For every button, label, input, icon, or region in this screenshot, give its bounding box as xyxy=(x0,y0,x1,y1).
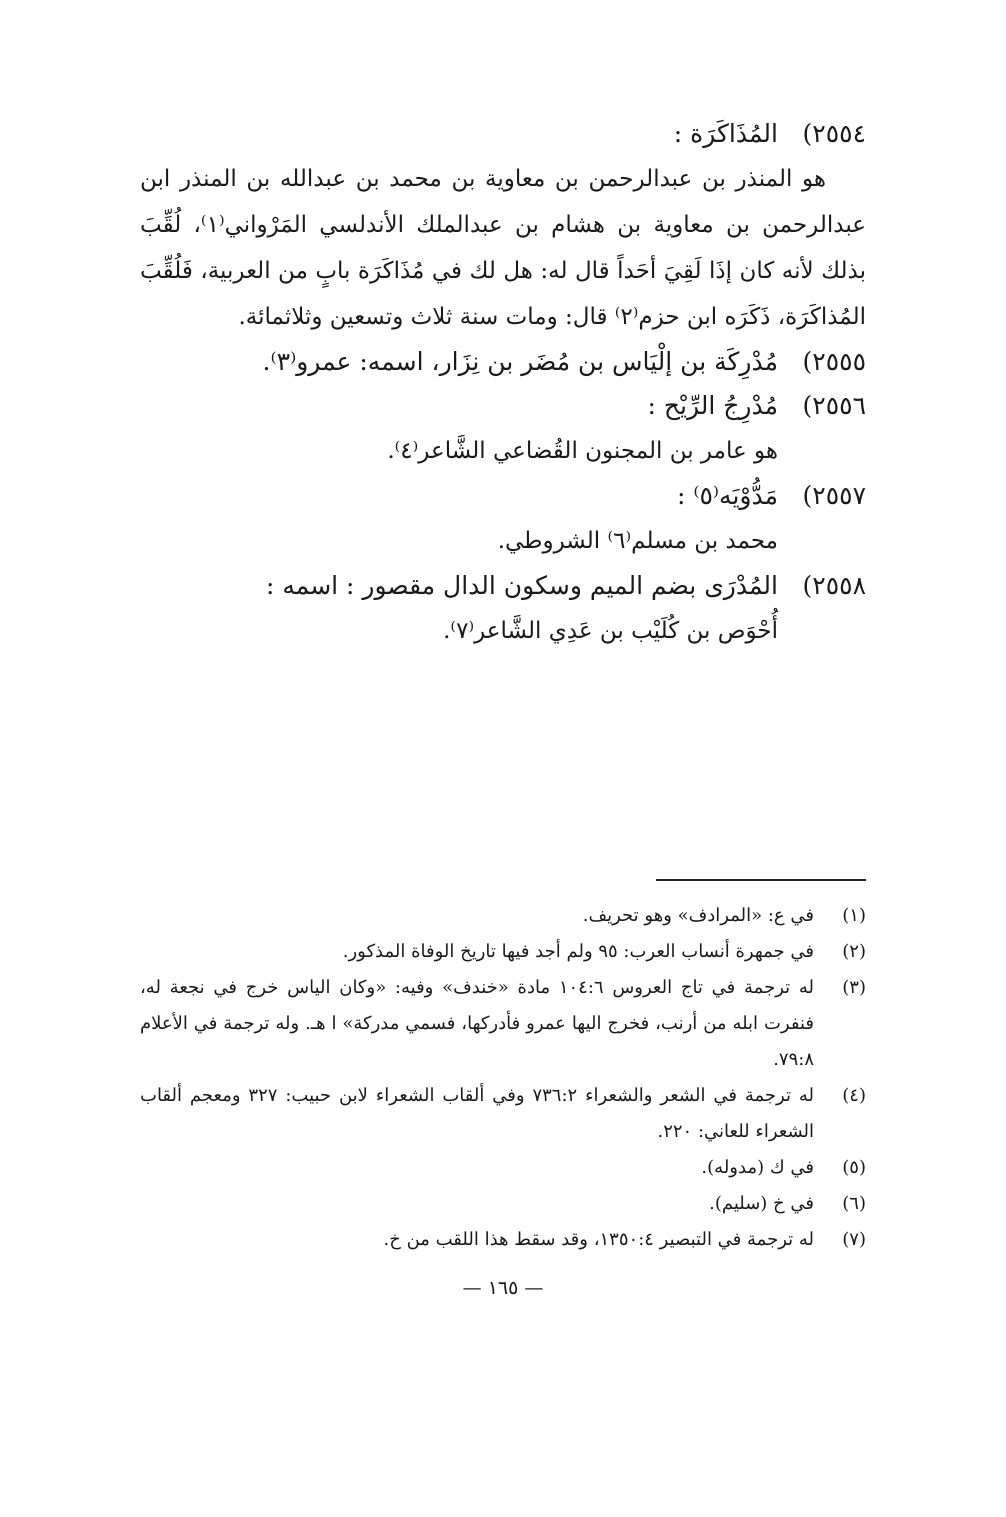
footnote xyxy=(140,1150,866,1186)
entry-heading xyxy=(140,384,866,428)
entry-number: ٢٥٥٨) xyxy=(802,571,866,600)
footnote-text: في خ (سليم). xyxy=(709,1193,814,1214)
footnote-text: في ك (مدوله). xyxy=(701,1157,814,1178)
entry-title: مُدْرِكَة بن إلْيَاس بن مُضَر بن نِزَار، اسمه: عمرو⁽٣⁾. xyxy=(262,347,778,376)
footnotes-section xyxy=(140,898,866,1258)
entries-section xyxy=(140,112,866,654)
footnote-number: (٥) xyxy=(842,1157,866,1178)
footnote xyxy=(140,1186,866,1222)
footnote-number: (١) xyxy=(842,905,866,926)
entry-heading xyxy=(140,564,866,608)
entry-heading xyxy=(140,474,866,518)
entry-number: ٢٥٥٥) xyxy=(802,347,866,376)
footnote-number: (٢) xyxy=(842,941,866,962)
entry-title: مُدْرِجُ الرِّيْح : xyxy=(647,391,778,420)
footnote-number: (٣) xyxy=(842,977,866,998)
entry-number: ٢٥٥٧) xyxy=(802,481,866,510)
footnote-text: له ترجمة في تاج العروس ١٠٤:٦ مادة «خندف» وفيه: «وكان الياس خرج في نجعة له، فنفرت ابله من أرنب، فخرج اليها عمرو فأدركها، فسمي مدركة» ا هـ. وله ترجمة في الأعلام ٧٩:٨. xyxy=(140,977,814,1070)
footnote-text: له ترجمة في الشعر والشعراء ٧٣٦:٢ وفي ألقاب الشعراء لابن حبيب: ٣٢٧ ومعجم ألقاب الشعراء للعاني: ٢٢٠. xyxy=(140,1085,814,1142)
footnote-separator xyxy=(656,879,866,881)
entry-heading xyxy=(140,340,866,384)
footnote-text: له ترجمة في التبصير ١٣٥٠:٤، وقد سقط هذا اللقب من خ. xyxy=(383,1229,814,1250)
entry-body: هو عامر بن المجنون القُضاعي الشَّاعر⁽٤⁾. xyxy=(387,438,778,464)
footnote xyxy=(140,934,866,970)
footnote-number: (٦) xyxy=(842,1193,866,1214)
footnote xyxy=(140,898,866,934)
entry-title: المُدْرَى بضم الميم وسكون الدال مقصور : اسمه : xyxy=(265,571,778,600)
page-number: — ١٦٥ — xyxy=(462,1277,544,1299)
footnote xyxy=(140,1078,866,1150)
entry-body: أُحْوَص بن كُلَيْب بن عَدِي الشَّاعر⁽٧⁾. xyxy=(443,618,778,644)
footnote-number: (٤) xyxy=(842,1085,866,1106)
entry-body: هو المنذر بن عبدالرحمن بن معاوية بن محمد بن عبدالله بن المنذر ابن عبدالرحمن بن معاوية بن هشام بن عبدالملك الأندلسي المَرْواني⁽١⁾، لُقِّبَ بذلك لأنه كان إذَا لَقِيَ أحَداً قال له: هل لك في مُذَاكَرَة بابٍ من العربية، فَلُقِّبَ المُذاكَرَة، ذَكَرَه ابن حزم⁽٢⁾ قال: ومات سنة ثلاث وتسعين وثلاثمائة. xyxy=(140,166,866,330)
footnote xyxy=(140,970,866,1078)
entry-title: مَدُّوْيَه⁽٥⁾ : xyxy=(676,481,778,510)
footnote-number: (٧) xyxy=(842,1229,866,1250)
footnote xyxy=(140,1222,866,1258)
entry-body: محمد بن مسلم⁽٦⁾ الشروطي. xyxy=(497,528,778,554)
entry-number: ٢٥٥٤) xyxy=(802,119,866,148)
entry-number: ٢٥٥٦) xyxy=(802,391,866,420)
entry-title: المُذَاكَرَة : xyxy=(673,119,778,148)
footnote-text: في ع: «المرادف» وهو تحريف. xyxy=(582,905,814,926)
footnote-text: في جمهرة أنساب العرب: ٩٥ ولم أجد فيها تاريخ الوفاة المذكور. xyxy=(342,941,814,962)
entry-heading xyxy=(140,112,866,156)
